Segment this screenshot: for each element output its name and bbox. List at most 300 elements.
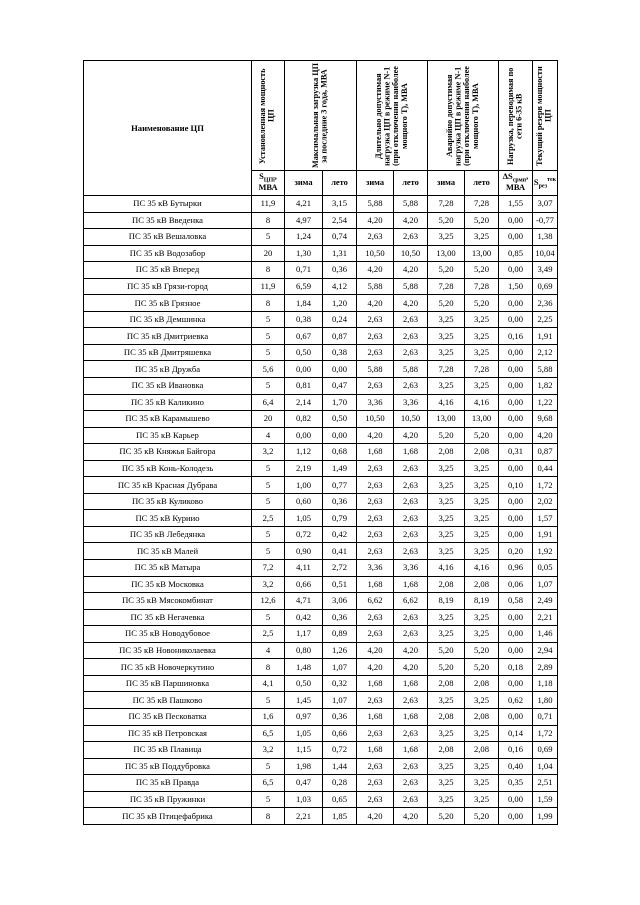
substation-name-cell: ПС 35 кВ Водозабор [84,245,252,262]
subheader-summer: лето [323,171,357,196]
value-cell: 0,18 [499,659,533,676]
value-cell: 3,25 [428,229,465,246]
value-cell: 2,63 [394,791,428,808]
value-cell: 1,12 [285,444,323,461]
value-cell: 2,63 [394,510,428,527]
value-cell: 2,54 [323,212,357,229]
value-cell: 2,63 [394,460,428,477]
value-cell: 2,63 [394,344,428,361]
value-cell: 2,63 [394,543,428,560]
value-cell: 3,25 [428,460,465,477]
value-cell: 3,36 [394,560,428,577]
value-cell: 1,68 [357,708,394,725]
value-cell: 2,19 [285,460,323,477]
value-cell: 4,20 [533,427,558,444]
value-cell: 4,20 [357,642,394,659]
value-cell: 0,51 [323,576,357,593]
value-cell: 4,20 [394,212,428,229]
value-cell: 1,85 [323,808,357,825]
value-cell: 1,72 [533,477,558,494]
substation-name-cell: ПС 35 кВ Матыра [84,560,252,577]
value-cell: 3,25 [465,311,499,328]
table-row [84,692,558,709]
value-cell: 0,00 [499,344,533,361]
value-cell: 5,6 [252,361,285,378]
substation-name-cell: ПС 35 кВ Куликово [84,493,252,510]
value-cell: 2,63 [394,526,428,543]
value-cell: 2,94 [533,642,558,659]
value-cell: 0,36 [323,708,357,725]
value-cell: 5,20 [428,262,465,279]
value-cell: 1,68 [394,742,428,759]
value-cell: 0,58 [499,593,533,610]
value-cell: 0,81 [285,378,323,395]
value-cell: 8 [252,295,285,312]
subheader-winter: зима [428,171,465,196]
value-cell: 2,36 [533,295,558,312]
value-cell: 3,25 [465,626,499,643]
value-cell: 5 [252,378,285,395]
value-cell: 2,21 [285,808,323,825]
value-cell: 2,63 [357,609,394,626]
table-row [84,642,558,659]
value-cell: 20 [252,411,285,428]
value-cell: 5 [252,543,285,560]
value-cell: 0,42 [285,609,323,626]
value-cell: 1,44 [323,758,357,775]
table-row [84,477,558,494]
value-cell: 2,08 [428,675,465,692]
value-cell: 4,20 [357,262,394,279]
value-cell: 5 [252,460,285,477]
value-cell: 2,63 [357,692,394,709]
substation-name-cell: ПС 35 кВ Ивановка [84,378,252,395]
value-cell: 5 [252,477,285,494]
value-cell: 1,17 [285,626,323,643]
value-cell: 2,63 [357,460,394,477]
value-cell: 3,25 [465,775,499,792]
substation-name-cell: ПС 35 кВ Дмитряшевка [84,344,252,361]
substation-name-cell: ПС 35 кВ Мясокомбинат [84,593,252,610]
value-cell: 3,25 [428,626,465,643]
value-cell: 4,20 [394,659,428,676]
value-cell: 5,20 [428,212,465,229]
value-cell: 1,24 [285,229,323,246]
value-cell: 0,71 [533,708,558,725]
value-cell: 8 [252,262,285,279]
value-cell: 0,24 [323,311,357,328]
value-cell: 1,68 [357,444,394,461]
value-cell: 1,72 [533,725,558,742]
value-cell: 3,25 [465,725,499,742]
col-header-reserve: Текущий резерв мощности ЦП [533,61,558,171]
value-cell: 1,00 [285,477,323,494]
value-cell: 5 [252,791,285,808]
value-cell: 0,00 [499,262,533,279]
value-cell: 7,28 [428,361,465,378]
table-row [84,791,558,808]
value-cell: 1,68 [357,576,394,593]
subheader-summer: лето [394,171,428,196]
table-row [84,262,558,279]
value-cell: 1,82 [533,378,558,395]
value-cell: 1,55 [499,196,533,213]
value-cell: 2,63 [394,758,428,775]
substation-name-cell: ПС 35 кВ Лебедянка [84,526,252,543]
value-cell: 4,12 [323,278,357,295]
value-cell: 0,00 [499,378,533,395]
value-cell: 0,90 [285,543,323,560]
table-row [84,444,558,461]
value-cell: 10,50 [394,245,428,262]
value-cell: 3,2 [252,576,285,593]
table-row [84,411,558,428]
substation-name-cell: ПС 35 кВ Грязи-город [84,278,252,295]
value-cell: 0,16 [499,742,533,759]
value-cell: 0,41 [323,543,357,560]
value-cell: 4,71 [285,593,323,610]
value-cell: 2,63 [357,775,394,792]
value-cell: 0,44 [533,460,558,477]
value-cell: 12,6 [252,593,285,610]
table-row [84,742,558,759]
value-cell: 3,36 [357,394,394,411]
value-cell: 0,00 [499,394,533,411]
value-cell: 2,08 [465,675,499,692]
value-cell: 3,25 [465,543,499,560]
value-cell: 11,9 [252,196,285,213]
value-cell: 3,25 [428,344,465,361]
value-cell: 0,00 [499,212,533,229]
value-cell: 0,00 [323,427,357,444]
value-cell: 4,21 [285,196,323,213]
value-cell: 4,16 [428,560,465,577]
value-cell: 0,77 [323,477,357,494]
substation-name-cell: ПС 35 кВ Птицефабрика [84,808,252,825]
substation-name-cell: ПС 35 кВ Плавица [84,742,252,759]
value-cell: 0,00 [285,427,323,444]
value-cell: 3,25 [428,477,465,494]
table-row [84,295,558,312]
value-cell: 2,08 [428,576,465,593]
value-cell: 2,5 [252,510,285,527]
table-row [84,708,558,725]
value-cell: 3,25 [465,609,499,626]
value-cell: 2,08 [428,708,465,725]
substation-name-cell: ПС 35 кВ Песковатка [84,708,252,725]
substation-name-cell: ПС 35 кВ Новодубовое [84,626,252,643]
value-cell: 2,63 [357,493,394,510]
value-cell: 13,00 [428,245,465,262]
value-cell: 6,62 [394,593,428,610]
value-cell: 2,12 [533,344,558,361]
col-header-name: Наименование ЦП [84,61,252,196]
value-cell: 0,47 [323,378,357,395]
value-cell: 1,26 [323,642,357,659]
value-cell: 4,20 [357,295,394,312]
value-cell: 2,63 [394,692,428,709]
value-cell: 0,32 [323,675,357,692]
value-cell: 1,92 [533,543,558,560]
substation-name-cell: ПС 35 кВ Паршиновка [84,675,252,692]
value-cell: 0,36 [323,609,357,626]
value-cell: 7,2 [252,560,285,577]
value-cell: 2,63 [357,378,394,395]
subheader-winter: зима [357,171,394,196]
value-cell: 1,91 [533,328,558,345]
table-row [84,526,558,543]
value-cell: 3,15 [323,196,357,213]
value-cell: 0,62 [499,692,533,709]
value-cell: 4,97 [285,212,323,229]
value-cell: 0,71 [285,262,323,279]
value-cell: 5 [252,328,285,345]
substation-name-cell: ПС 35 кВ Дружба [84,361,252,378]
value-cell: 2,02 [533,493,558,510]
value-cell: 4,20 [357,808,394,825]
substation-name-cell: ПС 35 кВ Правда [84,775,252,792]
value-cell: 2,63 [357,543,394,560]
value-cell: 10,50 [394,411,428,428]
substation-name-cell: ПС 35 кВ Введенка [84,212,252,229]
value-cell: 1,70 [323,394,357,411]
substation-name-cell: ПС 35 кВ Пашково [84,692,252,709]
value-cell: 11,9 [252,278,285,295]
value-cell: 1,18 [533,675,558,692]
table-body [84,196,558,825]
value-cell: 2,63 [394,229,428,246]
value-cell: 2,89 [533,659,558,676]
value-cell: 0,66 [323,725,357,742]
substation-name-cell: ПС 35 кВ Дмитриевка [84,328,252,345]
value-cell: 3,07 [533,196,558,213]
value-cell: 0,38 [285,311,323,328]
value-cell: 3,25 [465,328,499,345]
value-cell: 8 [252,212,285,229]
value-cell: 4,16 [465,560,499,577]
header-row [84,61,558,171]
value-cell: 0,00 [499,526,533,543]
substation-name-cell: ПС 35 кВ Бутырки [84,196,252,213]
value-cell: 2,63 [357,229,394,246]
value-cell: 0,00 [499,642,533,659]
value-cell: 0,00 [499,411,533,428]
value-cell: 2,63 [357,477,394,494]
value-cell: 0,35 [499,775,533,792]
value-cell: 1,57 [533,510,558,527]
table-row [84,344,558,361]
value-cell: 0,85 [499,245,533,262]
value-cell: 3,25 [428,692,465,709]
value-cell: 2,63 [394,493,428,510]
value-cell: 1,68 [394,675,428,692]
value-cell: 4,20 [394,427,428,444]
value-cell: 1,20 [323,295,357,312]
value-cell: 5 [252,758,285,775]
table-row [84,229,558,246]
table-row [84,378,558,395]
substation-name-cell: ПС 35 кВ Карьер [84,427,252,444]
table-row [84,725,558,742]
table-row [84,543,558,560]
value-cell: 0,40 [499,758,533,775]
value-cell: 2,63 [357,311,394,328]
value-cell: 1,6 [252,708,285,725]
value-cell: 0,00 [285,361,323,378]
value-cell: 1,46 [533,626,558,643]
substation-name-cell: ПС 35 кВ Новочеркутино [84,659,252,676]
value-cell: 5,20 [465,427,499,444]
value-cell: 1,48 [285,659,323,676]
substation-name-cell: ПС 35 кВ Каликино [84,394,252,411]
table-row [84,427,558,444]
value-cell: 5 [252,311,285,328]
value-cell: 2,63 [357,791,394,808]
value-cell: 5 [252,493,285,510]
value-cell: 0,00 [499,708,533,725]
col-header-installed: Установленная мощность ЦП [252,61,285,171]
col-header-emergency-allowed: Аварийно допустимая нагрузка ЦП в режиме N-1 (при отключении наиболее мощного Т), МВА [428,61,499,171]
col-header-max-load: Максимальная загрузка ЦП за последние 3 года, МВА [285,61,357,171]
value-cell: 2,5 [252,626,285,643]
value-cell: 2,25 [533,311,558,328]
value-cell: 6,5 [252,775,285,792]
value-cell: 6,5 [252,725,285,742]
value-cell: 3,25 [465,510,499,527]
value-cell: 5 [252,344,285,361]
value-cell: 5,88 [357,196,394,213]
table-row [84,460,558,477]
value-cell: 4,20 [357,212,394,229]
substation-name-cell: ПС 35 кВ Княжья Байгора [84,444,252,461]
value-cell: 2,63 [357,328,394,345]
value-cell: 0,66 [285,576,323,593]
value-cell: 3,25 [465,493,499,510]
value-cell: 7,28 [428,278,465,295]
table-row [84,328,558,345]
value-cell: 1,04 [533,758,558,775]
table-row [84,510,558,527]
value-cell: 3,06 [323,593,357,610]
value-cell: 2,63 [394,311,428,328]
value-cell: 4,20 [394,262,428,279]
value-cell: 5 [252,692,285,709]
capacity-table [83,60,558,825]
substation-name-cell: ПС 35 кВ Красная Дубрава [84,477,252,494]
value-cell: 3,25 [465,344,499,361]
value-cell: 5,88 [394,361,428,378]
value-cell: 0,00 [499,311,533,328]
value-cell: 3,36 [357,560,394,577]
value-cell: 3,25 [428,493,465,510]
value-cell: 4,20 [394,642,428,659]
value-cell: 5,20 [465,212,499,229]
value-cell: 2,63 [357,510,394,527]
value-cell: 5,88 [533,361,558,378]
value-cell: 0,72 [285,526,323,543]
value-cell: 0,50 [285,675,323,692]
value-cell: 0,68 [323,444,357,461]
value-cell: 1,45 [285,692,323,709]
value-cell: 3,25 [428,758,465,775]
value-cell: 2,08 [465,708,499,725]
value-cell: 10,50 [357,411,394,428]
value-cell: 3,49 [533,262,558,279]
value-cell: 7,28 [428,196,465,213]
value-cell: 4 [252,642,285,659]
value-cell: 8 [252,659,285,676]
substation-name-cell: ПС 35 кВ Пружинки [84,791,252,808]
value-cell: 0,79 [323,510,357,527]
value-cell: 3,25 [428,791,465,808]
value-cell: 4,20 [394,808,428,825]
document-page [83,60,557,825]
value-cell: 1,98 [285,758,323,775]
value-cell: 3,25 [465,460,499,477]
value-cell: 4,20 [357,659,394,676]
value-cell: 3,2 [252,742,285,759]
value-cell: 1,68 [394,444,428,461]
value-cell: 2,72 [323,560,357,577]
value-cell: 1,91 [533,526,558,543]
value-cell: 1,84 [285,295,323,312]
table-row [84,808,558,825]
value-cell: 1,38 [533,229,558,246]
value-cell: 5,88 [394,278,428,295]
value-cell: 5,20 [465,659,499,676]
value-cell: 3,25 [428,328,465,345]
value-cell: 10,04 [533,245,558,262]
subheader-s-reserve: $S_{рез}^{тек}$ [533,171,558,196]
substation-name-cell: ПС 35 кВ Поддубровка [84,758,252,775]
value-cell: 1,22 [533,394,558,411]
value-cell: 0,10 [499,477,533,494]
substation-name-cell: ПС 35 кВ Демшинка [84,311,252,328]
value-cell: 0,47 [285,775,323,792]
value-cell: 0,00 [499,361,533,378]
value-cell: 13,00 [465,411,499,428]
table-row [84,212,558,229]
value-cell: 0,00 [499,808,533,825]
value-cell: 2,08 [428,444,465,461]
value-cell: 2,63 [394,725,428,742]
value-cell: 1,05 [285,510,323,527]
value-cell: 2,08 [465,444,499,461]
value-cell: 4,20 [394,295,428,312]
value-cell: 5,20 [428,427,465,444]
value-cell: 0,06 [499,576,533,593]
value-cell: 1,80 [533,692,558,709]
value-cell: 3,25 [428,378,465,395]
value-cell: 3,2 [252,444,285,461]
value-cell: 5 [252,609,285,626]
value-cell: 5,88 [357,278,394,295]
value-cell: 3,25 [465,229,499,246]
value-cell: 2,08 [428,742,465,759]
value-cell: 3,25 [428,725,465,742]
value-cell: 0,28 [323,775,357,792]
value-cell: 0,60 [285,493,323,510]
value-cell: 3,25 [465,758,499,775]
substation-name-cell: ПС 35 кВ Малей [84,543,252,560]
value-cell: -0,77 [533,212,558,229]
value-cell: 0,38 [323,344,357,361]
value-cell: 0,00 [499,460,533,477]
value-cell: 8,19 [465,593,499,610]
value-cell: 5,20 [428,295,465,312]
table-row [84,493,558,510]
value-cell: 1,31 [323,245,357,262]
